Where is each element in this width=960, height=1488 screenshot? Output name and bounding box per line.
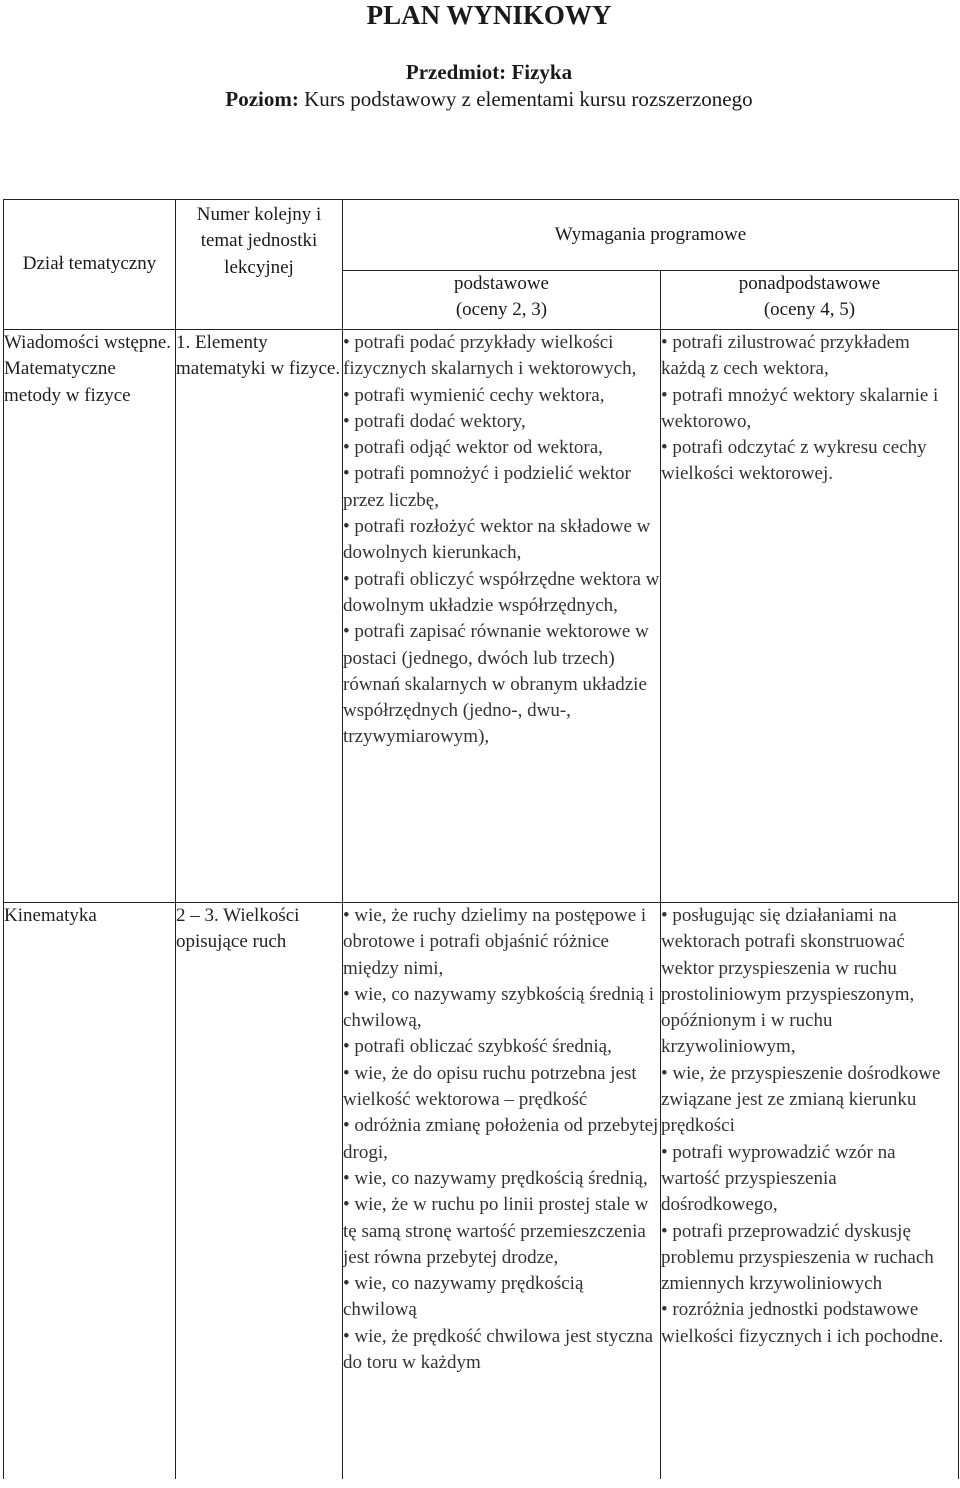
list-item: • potrafi odczytać z wykresu cechy wielkości wektorowej. (661, 435, 958, 488)
document-title: PLAN WYNIKOWY (366, 0, 612, 30)
list-item: • potrafi odjąć wektor od wektora, (343, 435, 660, 461)
level-value: Kurs podstawowy z elementami kursu rozszerzonego (304, 87, 753, 111)
level-label: Poziom: (225, 87, 299, 111)
row-extended-requirements (661, 330, 959, 903)
list-item: • potrafi obliczać szybkość średnią, (343, 1034, 660, 1060)
header-numer: Numer kolejny i temat jednostki lekcyjnej (176, 200, 343, 330)
header-basic (343, 271, 661, 330)
list-item: • wie, że do opisu ruchu potrzebna jest wielkość wektorowa – prędkość (343, 1061, 660, 1114)
list-item: • wie, co nazywamy szybkością średnią i chwilową, (343, 982, 660, 1035)
list-item: • potrafi pomnożyć i podzielić wektor przez liczbę, (343, 461, 660, 514)
header-extended (661, 271, 959, 330)
list-item: • posługując się działaniami na wektorach potrafi skonstruować wektor przyspieszenia w ruchu prostoliniowym przyspieszonym, opóźnionym i w ruchu krzywoliniowym, (661, 903, 958, 1061)
subject-line (0, 59, 960, 85)
list-item: • potrafi zilustrować przykładem każdą z cech wektora, (661, 330, 958, 383)
list-item: • potrafi wyprowadzić wzór na wartość przyspieszenia dośrodkowego, (661, 1140, 958, 1219)
list-item: • potrafi zapisać równanie wektorowe w postaci (jednego, dwóch lub trzech) równań skalarnych w obranym układzie współrzędnych (jedno-, dwu-, trzywymiarowym), (343, 619, 660, 750)
list-item: • wie, że w ruchu po linii prostej stale w tę samą stronę wartość przemieszczenia jest równa przebytej drodze, (343, 1192, 660, 1271)
row-basic-requirements (343, 903, 661, 1480)
level-line (0, 86, 960, 112)
row-basic-requirements (343, 330, 661, 903)
list-item: • odróżnia zmianę położenia od przebytej drogi, (343, 1113, 660, 1166)
subject-value: Fizyka (511, 60, 573, 84)
subject-label: Przedmiot: (405, 60, 507, 84)
list-item: • wie, co nazywamy prędkością średnią, (343, 1166, 660, 1192)
list-item: • wie, że ruchy dzielimy na postępowe i obrotowe i potrafi objaśnić różnice między nimi, (343, 903, 660, 982)
header-basic-title: podstawowe (454, 273, 549, 294)
header-basic-grades: (oceny 2, 3) (455, 299, 548, 320)
row-dzial: Kinematyka (4, 903, 176, 1480)
row-dzial: Wiadomości wstępne. Matematyczne metody w fizyce (4, 330, 176, 903)
list-item: • wie, że prędkość chwilowa jest styczna do toru w każdym (343, 1324, 660, 1377)
plan-table (3, 199, 959, 1479)
list-item: • wie, że przyspieszenie dośrodkowe związane jest ze zmianą kierunku prędkości (661, 1061, 958, 1140)
list-item: • rozróżnia jednostki podstawowe wielkości fizycznych i ich pochodne. (661, 1297, 958, 1350)
list-item: • potrafi obliczyć współrzędne wektora w dowolnym układzie współrzędnych, (343, 567, 660, 620)
list-item: • potrafi dodać wektory, (343, 409, 660, 435)
table-row (4, 330, 959, 903)
list-item: • potrafi mnożyć wektory skalarnie i wektorowo, (661, 383, 958, 436)
list-item: • potrafi wymienić cechy wektora, (343, 383, 660, 409)
table-row (4, 903, 959, 1480)
header-extended-grades: (oceny 4, 5) (763, 299, 856, 320)
header-wymagania: Wymagania programowe (343, 200, 959, 271)
list-item: • potrafi rozłożyć wektor na składowe w dowolnych kierunkach, (343, 514, 660, 567)
list-item: • potrafi przeprowadzić dyskusję problemu przyspieszenia w ruchach zmiennych krzywoliniowych (661, 1219, 958, 1298)
list-item: • wie, co nazywamy prędkością chwilową (343, 1271, 660, 1324)
row-temat: 2 – 3. Wielkości opisujące ruch (176, 903, 343, 1480)
header-extended-title: ponadpodstawowe (738, 273, 881, 294)
row-temat: 1. Elementy matematyki w fizyce. (176, 330, 343, 903)
list-item: • potrafi podać przykłady wielkości fizycznych skalarnych i wektorowych, (343, 330, 660, 383)
row-extended-requirements (661, 903, 959, 1480)
header-dzial: Dział tematyczny (4, 200, 176, 330)
